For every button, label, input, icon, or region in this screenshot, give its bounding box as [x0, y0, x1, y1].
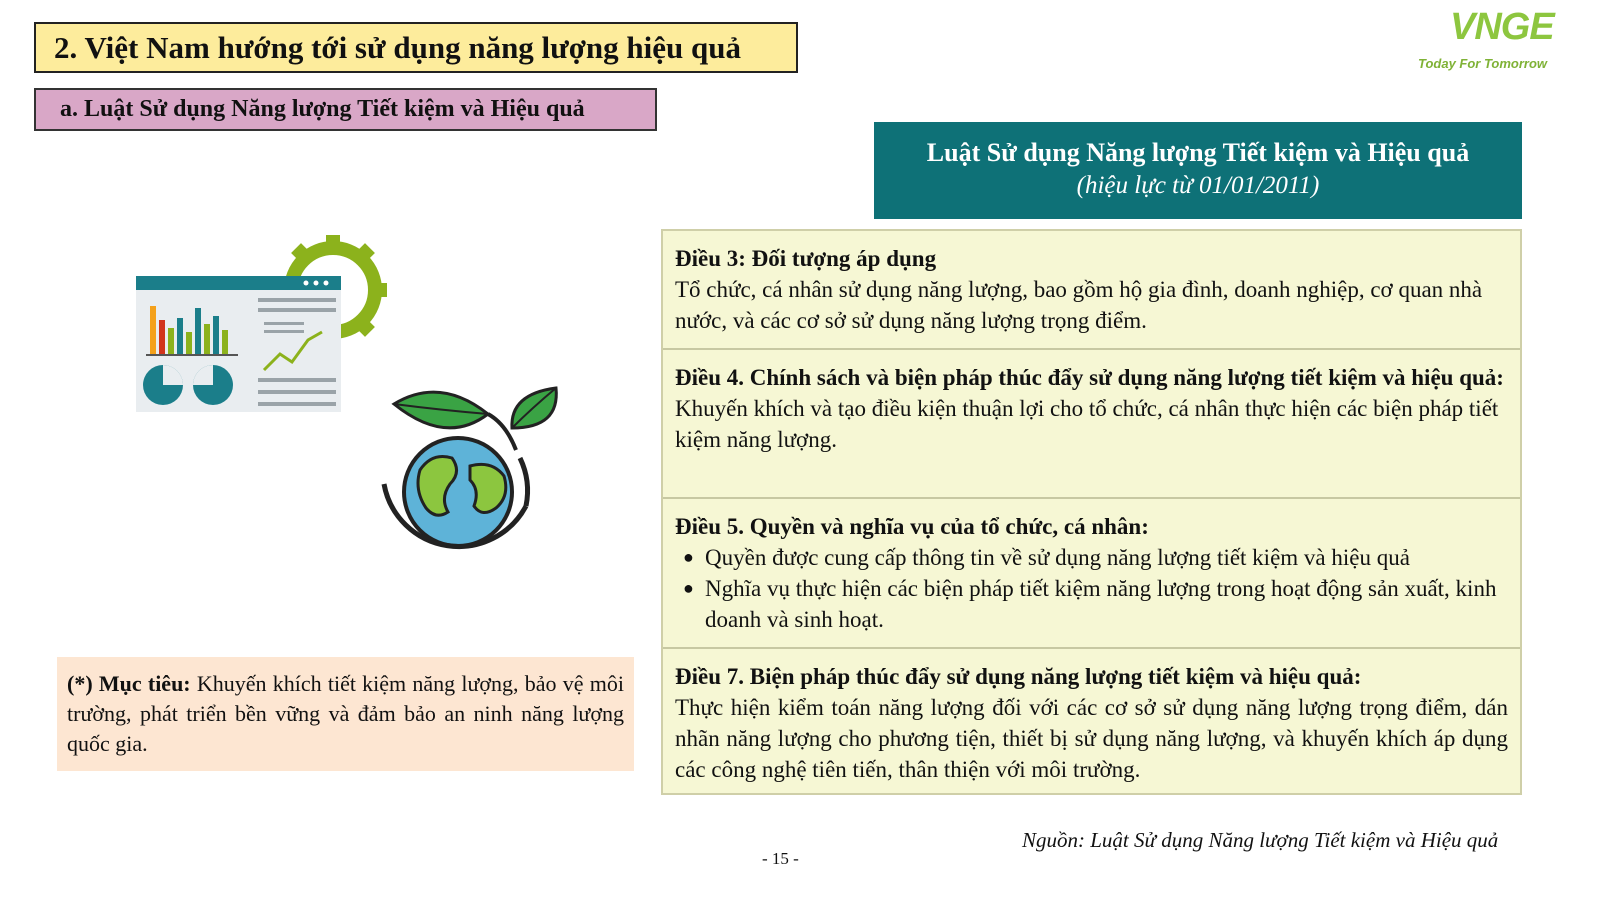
article-body: Tổ chức, cá nhân sử dụng năng lượng, bao gồm hộ gia đình, doanh nghiệp, cơ quan nhà nước, và các cơ sở sử dụng năng lượng trọng điểm.	[675, 277, 1483, 333]
slide-title-text: 2. Việt Nam hướng tới sử dụng năng lượng hiệu quả	[54, 29, 742, 65]
articles-panel	[661, 229, 1522, 795]
article-heading: Điều 3: Đối tượng áp dụng	[675, 246, 937, 271]
article-7	[663, 647, 1520, 785]
article-body: Thực hiện kiểm toán năng lượng đối với các cơ sở sử dụng năng lượng trọng điểm, dán nhãn năng lượng cho phương tiện, thiết bị sử dụng năng lượng, và khuyến khích áp dụng các công nghệ tiên tiến, thân thiện với môi trường.	[675, 695, 1508, 782]
article-body: Khuyến khích và tạo điều kiện thuận lợi cho tổ chức, cá nhân thực hiện các biện pháp tiết kiệm năng lượng.	[675, 396, 1499, 452]
page-number: - 15 -	[762, 849, 799, 868]
article-heading: Điều 5. Quyền và nghĩa vụ của tổ chức, cá nhân:	[675, 514, 1149, 539]
list-item	[675, 542, 1508, 573]
article-4	[663, 348, 1520, 455]
law-effective-date: (hiệu lực từ 01/01/2011)	[1076, 172, 1320, 199]
logo-mark: VNGE	[1450, 6, 1554, 48]
dashboard-chart-icon	[130, 232, 390, 417]
law-header	[874, 122, 1522, 219]
goal-text: Khuyến khích tiết kiệm năng lượng, bảo vệ môi trường, phát triển bền vững và đảm bảo an ninh năng lượng quốc gia.	[67, 671, 624, 756]
section-subtitle	[34, 88, 657, 131]
article-heading: Điều 7. Biện pháp thúc đẩy sử dụng năng lượng tiết kiệm và hiệu quả:	[675, 664, 1362, 689]
bullet-icon: ●	[683, 578, 694, 598]
section-subtitle-text: a. Luật Sử dụng Năng lượng Tiết kiệm và Hiệu quả	[60, 96, 585, 122]
vnge-logo	[1410, 6, 1560, 78]
list-item	[675, 573, 1508, 635]
logo-tagline: Today For Tomorrow	[1418, 56, 1548, 71]
article-heading: Điều 4. Chính sách và biện pháp thúc đẩy sử dụng năng lượng tiết kiệm và hiệu quả:	[675, 365, 1504, 390]
source-note: Nguồn: Luật Sử dụng Năng lượng Tiết kiệm và Hiệu quả	[1022, 828, 1499, 852]
goal-label: (*) Mục tiêu:	[67, 671, 191, 696]
article-3	[663, 243, 1520, 336]
bullet-text: Quyền được cung cấp thông tin về sử dụng năng lượng tiết kiệm và hiệu quả	[705, 545, 1410, 570]
slide-title	[34, 22, 798, 73]
bullet-icon: ●	[683, 547, 694, 567]
bullet-text: Nghĩa vụ thực hiện các biện pháp tiết kiệm năng lượng trong hoạt động sản xuất, kinh doanh và sinh hoạt.	[705, 576, 1497, 632]
article-5	[663, 497, 1520, 635]
goal-box	[57, 657, 634, 771]
globe-leaves-icon	[370, 380, 570, 570]
law-name: Luật Sử dụng Năng lượng Tiết kiệm và Hiệu quả	[926, 138, 1470, 167]
